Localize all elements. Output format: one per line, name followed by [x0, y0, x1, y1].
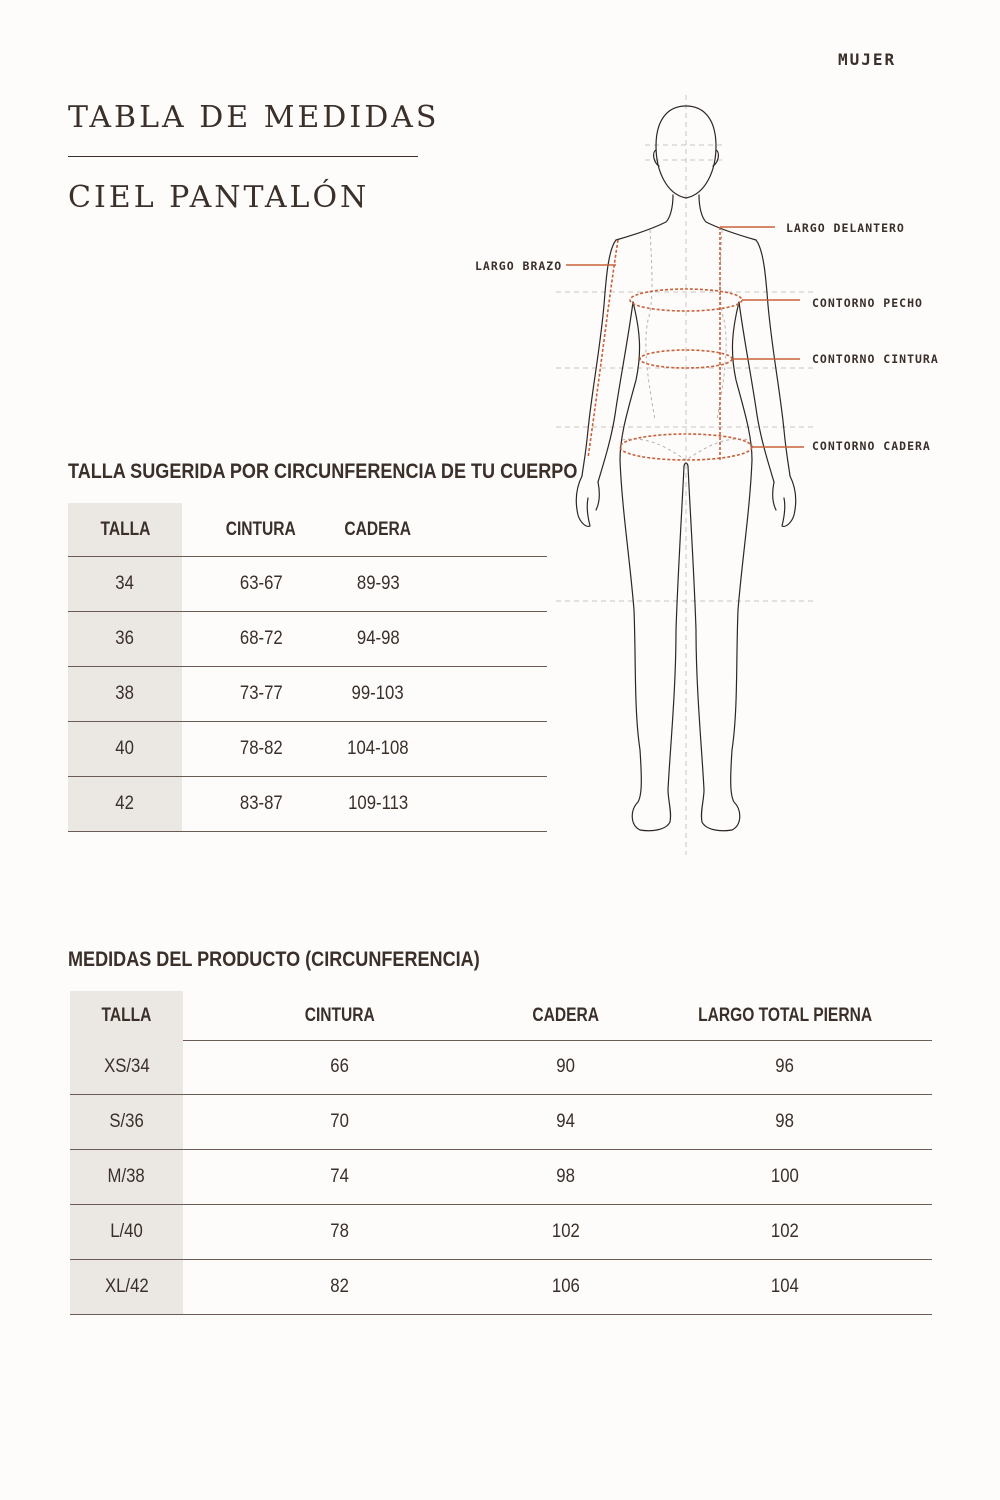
body-table-heading: TALLA SUGERIDA POR CIRCUNFERENCIA DE TU CUERPO [68, 460, 578, 483]
label-contorno-cintura: CONTORNO CINTURA [812, 352, 939, 366]
label-largo-brazo: LARGO BRAZO [475, 259, 563, 273]
table-cell: S/36 [70, 1095, 183, 1149]
table-cell: 100 [771, 1166, 799, 1187]
table-row [68, 612, 547, 667]
column-header: CADERA [344, 518, 412, 540]
table-cell: 94 [556, 1111, 576, 1132]
table-cell: 36 [68, 612, 182, 666]
table-cell: 104 [771, 1276, 799, 1297]
label-contorno-cadera: CONTORNO CADERA [812, 439, 931, 453]
label-largo-delantero: LARGO DELANTERO [786, 221, 905, 235]
table-cell: 42 [68, 777, 182, 831]
table-cell: 70 [330, 1111, 350, 1132]
table-header-row [70, 991, 932, 1041]
category-label: MUJER [838, 50, 897, 69]
table-row [70, 1095, 932, 1150]
table-header-row [68, 503, 547, 557]
column-header: CINTURA [225, 518, 297, 540]
column-header: TALLA [68, 503, 182, 556]
table-cell: 106 [552, 1276, 580, 1297]
garment-seams [622, 230, 750, 460]
table-cell: 74 [330, 1166, 350, 1187]
table-row [68, 722, 547, 777]
column-header: TALLA [70, 991, 183, 1040]
column-header: CADERA [532, 1004, 600, 1026]
table-cell: 40 [68, 722, 182, 776]
table-cell: 109-113 [347, 793, 409, 814]
table-cell: 78-82 [239, 738, 283, 759]
table-cell: 73-77 [239, 683, 283, 704]
table-cell: 89-93 [356, 573, 400, 594]
table-cell: 90 [556, 1056, 576, 1077]
table-cell: XL/42 [70, 1260, 183, 1314]
table-cell: 83-87 [239, 793, 283, 814]
table-cell: 66 [330, 1056, 350, 1077]
table-row [68, 667, 547, 722]
table-cell: M/38 [70, 1150, 183, 1204]
product-table-heading: MEDIDAS DEL PRODUCTO (CIRCUNFERENCIA) [68, 948, 480, 971]
table-cell: 99-103 [351, 683, 405, 704]
guide-lines [556, 95, 816, 855]
table-cell: 68-72 [239, 628, 283, 649]
table-row [70, 1205, 932, 1260]
table-cell: 78 [330, 1221, 350, 1242]
table-row [70, 1260, 932, 1315]
table-cell: 98 [556, 1166, 576, 1187]
product-name: CIEL PANTALÓN [68, 180, 370, 215]
table-cell: L/40 [70, 1205, 183, 1259]
measurement-marks [566, 227, 804, 460]
label-contorno-pecho: CONTORNO PECHO [812, 296, 923, 310]
table-cell: 38 [68, 667, 182, 721]
table-cell: 94-98 [356, 628, 400, 649]
table-cell: 34 [68, 557, 182, 611]
table-row [68, 557, 547, 612]
page-title: TABLA DE MEDIDAS [68, 100, 440, 135]
title-divider [68, 156, 418, 157]
table-cell: 82 [330, 1276, 350, 1297]
table-cell: XS/34 [70, 1040, 183, 1094]
table-cell: 102 [771, 1221, 799, 1242]
column-header: LARGO TOTAL PIERNA [698, 1004, 872, 1026]
table-row [68, 777, 547, 832]
table-cell: 63-67 [239, 573, 283, 594]
table-cell: 96 [775, 1056, 795, 1077]
table-cell: 104-108 [347, 738, 409, 759]
table-cell: 102 [552, 1221, 580, 1242]
table-cell: 98 [775, 1111, 795, 1132]
table-row [70, 1040, 932, 1095]
column-header: CINTURA [304, 1004, 376, 1026]
table-row [70, 1150, 932, 1205]
